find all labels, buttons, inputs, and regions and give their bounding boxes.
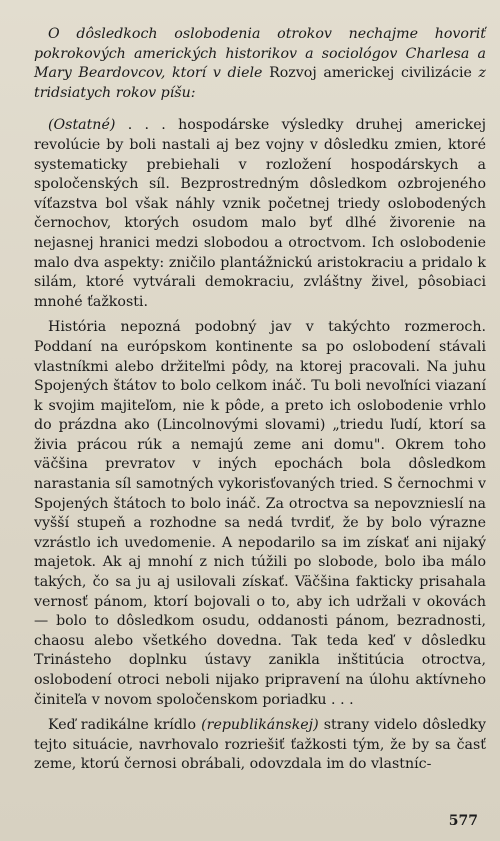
quote-paragraph-2: História nepozná podobný jav v takýchto rozmeroch. Poddaní na európskom kontinente sa po oslobodení stávali vlastníkmi alebo držiteľmi pôdy, na ktorej pracovali. Na juhu Spojených štátov to bolo celkom ináč. Tu boli nevoľníci viazaní k svojim majiteľom, nie k pôde, a preto ich oslobodenie vrhlo do prázdna ako (Lincolnovými slovami) „triedu ľudí, ktorí sa živia prácou rúk a nemajú zeme ani domu". Okrem toho väčšina prevratov v iných epochách bola dôsledkom narastania síl samotných vykorisťovaných tried. S černochmi v Spojených štátoch to bolo ináč. Za otroctva sa nepovznieslí na vyšší stupeň a rozhodne sa nedá tvrdiť, že by bolo výrazne vzrástlo ich uvedomenie. A nepodarilo sa im získať ani nijaký majetok. Ak aj mnohí z nich túžili po slobode, bolo iba málo takých, čo sa ju aj usilovali získať. Väčšina fakticky prisahala vernosť pánom, ktorí bojovali o to, aby ich udržali v okovách — bolo to dôsledkom osudu, oddanosti pánom, bezradnosti, chaosu alebo všetkého dovedna. Tak teda keď v dôsledku Trinásteho doplnku ústavy zanikla inštitúcia otroctva, oslobodení otroci neboli nijako pripravení na úlohu aktívneho činiteľa v novom spoločenskom poriadku . . . bbox=[34, 319, 486, 708]
intro-text-end: z tridsiatych rokov píšu: bbox=[34, 65, 486, 101]
quote-paragraph-1-text: . . . hospodárske výsledky druhej americkej revolúcie by boli nastali aj bez vojny v dôsledku zmien, ktoré systematicky prebiehali v rozložení hospodárskych a spoločenských síl. Bezprostredným dôsledkom ozbrojeného víťazstva bol však náhly vznik početnej triedy oslobodených černochov, ktorých osudom malo byť dlhé živorenie na nejasnej hranici medzi slobodou a otroctvom. Ich oslobodenie malo dva aspekty: zničilo plantážnickú aristokraciu a pridalo k silám, ktoré vytvárali demokraciu, zvláštny živel, pôsobiaci mnohé ťažkosti. bbox=[34, 117, 486, 310]
party-name: (republikánskej) bbox=[201, 717, 319, 734]
quote-lead: (Ostatné) bbox=[48, 117, 116, 134]
quote-paragraph-3-rest: strany videlo dôsledky tejto situácie, navrhovalo rozriešiť ťažkosti tým, že by sa časť zeme, ktorú černosi obrábali, odovzdala im do vlastníc- bbox=[34, 717, 486, 773]
intro-paragraph bbox=[34, 25, 486, 103]
page-number: 577 bbox=[448, 813, 478, 829]
intro-text: O dôsledkoch oslobodenia otrokov nechajme hovoriť pokrokových amerických historikov a sociológov Charlesa a Mary Beardovcov, ktorí v diele bbox=[34, 26, 486, 82]
quote-paragraph-1 bbox=[34, 116, 486, 312]
book-title: Rozvoj americkej civilizácie bbox=[269, 65, 472, 82]
quote-paragraph-3 bbox=[34, 716, 486, 775]
quote-paragraph-3-start: Keď radikálne krídlo bbox=[48, 717, 196, 734]
page-text bbox=[34, 25, 486, 781]
